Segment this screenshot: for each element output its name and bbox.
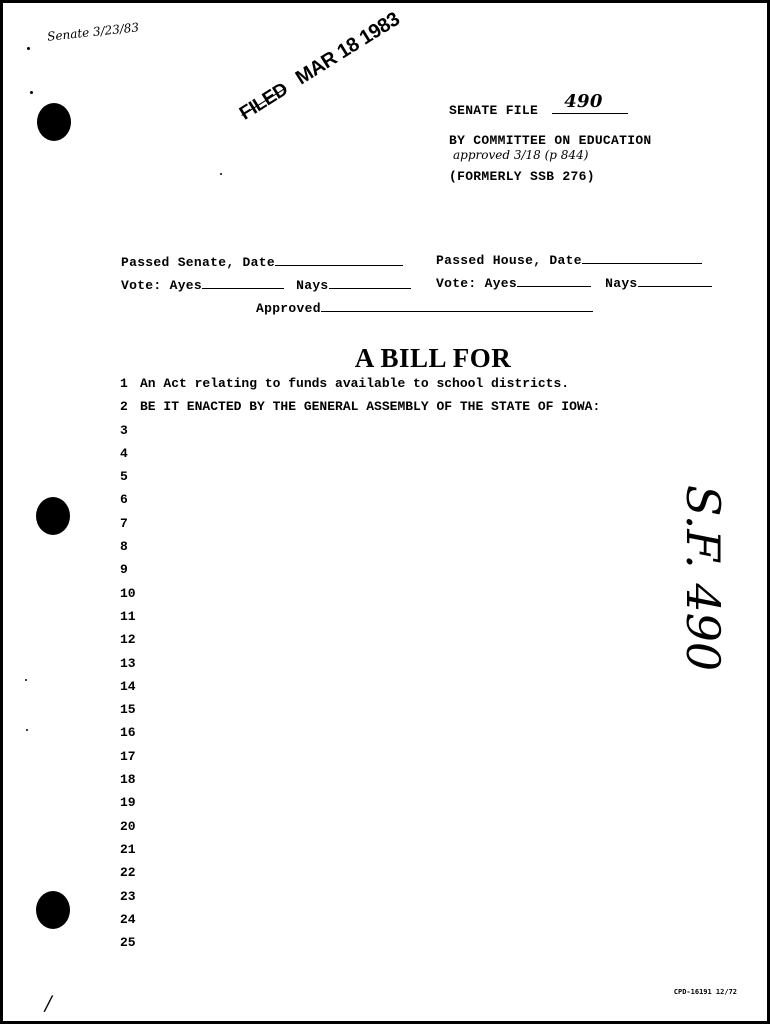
- line-text: BE IT ENACTED BY THE GENERAL ASSEMBLY OF THE STATE OF IOWA:: [140, 399, 601, 415]
- bill-line: [120, 795, 600, 818]
- senate-vote-field: [121, 278, 411, 293]
- line-number: 4: [120, 445, 128, 461]
- line-number: 2: [120, 399, 128, 415]
- line-number: 13: [120, 655, 136, 671]
- bill-line: [120, 469, 600, 492]
- line-number: 5: [120, 469, 128, 485]
- bill-title-text: A BILL FOR: [354, 343, 512, 373]
- bill-line: [120, 842, 600, 865]
- house-ayes-label: Vote: Ayes: [436, 276, 518, 291]
- line-number: 9: [120, 562, 128, 578]
- passed-house-field: [436, 253, 702, 268]
- bill-line: [120, 446, 600, 469]
- line-number: 1: [120, 376, 128, 391]
- line-number: 22: [120, 865, 136, 881]
- bill-line: [120, 399, 600, 422]
- line-number: 21: [120, 841, 136, 857]
- line-number: 7: [120, 515, 128, 531]
- senate-file-number: 490: [564, 91, 603, 112]
- passed-senate-field: [121, 255, 403, 270]
- line-number: 16: [120, 725, 136, 741]
- line-number: 11: [120, 608, 136, 624]
- bill-line: [120, 632, 600, 655]
- approved-field: [256, 301, 593, 316]
- passed-house-label: Passed House, Date: [436, 253, 582, 268]
- formerly-line: (FORMERLY SSB 276): [449, 169, 595, 184]
- bill-line: [120, 376, 600, 399]
- line-number: 23: [120, 888, 136, 904]
- margin-sf-number: S.F. 490: [676, 484, 730, 672]
- house-vote-field: [436, 276, 712, 291]
- line-number: 24: [120, 911, 136, 927]
- line-number: 17: [120, 748, 136, 764]
- line-number: 18: [120, 772, 136, 788]
- bill-line: [120, 679, 600, 702]
- bottom-left-mark: ∕: [45, 991, 52, 1015]
- senate-ayes-label: Vote: Ayes: [121, 278, 203, 293]
- bill-line: [120, 912, 600, 935]
- house-nays-label: Nays: [605, 276, 638, 291]
- form-code: CPD-16191 12/72: [673, 988, 737, 996]
- handwritten-note: Senate 3/23/83: [46, 20, 140, 44]
- line-number: 10: [120, 585, 136, 601]
- senate-file-line: [449, 91, 628, 118]
- line-number: 3: [120, 422, 128, 438]
- line-number: 15: [120, 702, 136, 718]
- line-number: 19: [120, 795, 136, 811]
- bill-line: [120, 865, 600, 888]
- speck: [27, 47, 30, 50]
- line-number: 20: [120, 818, 136, 834]
- senate-file-label: SENATE FILE: [449, 103, 539, 118]
- stamp-date: MAR 18 1983: [291, 8, 404, 90]
- bill-line: [120, 935, 600, 958]
- approved-handwritten-note: approved 3/18 (p 844): [453, 148, 589, 162]
- line-text: An Act relating to funds available to school districts.: [140, 376, 570, 391]
- bill-line: [120, 609, 600, 632]
- passed-senate-label: Passed Senate, Date: [121, 255, 275, 270]
- bill-line: [120, 656, 600, 679]
- speck: [26, 729, 28, 731]
- bill-line: [120, 889, 600, 912]
- speck: [25, 679, 27, 681]
- stamp-filed-text: FILED: [236, 78, 292, 125]
- line-number: 25: [120, 935, 136, 951]
- bill-line: [120, 725, 600, 748]
- bill-lines: [120, 376, 600, 958]
- bill-line: [120, 819, 600, 842]
- bill-line: [120, 492, 600, 515]
- line-number: 14: [120, 678, 136, 694]
- bill-line: [120, 562, 600, 585]
- punch-hole-bottom: [36, 891, 70, 929]
- line-number: 12: [120, 632, 136, 648]
- line-number: 6: [120, 492, 128, 508]
- committee-line: BY COMMITTEE ON EDUCATION: [449, 133, 652, 148]
- bill-line: [120, 702, 600, 725]
- approved-label: Approved: [256, 301, 321, 316]
- bill-line: [120, 516, 600, 539]
- punch-hole-top: [37, 103, 71, 141]
- punch-hole-middle: [36, 497, 70, 535]
- filed-stamp: [235, 7, 404, 125]
- speck: [30, 91, 33, 94]
- bill-line: [120, 423, 600, 446]
- senate-nays-label: Nays: [296, 278, 329, 293]
- bill-line: [120, 749, 600, 772]
- bill-line: [120, 539, 600, 562]
- line-number: 8: [120, 539, 128, 555]
- bill-line: [120, 586, 600, 609]
- speck: [220, 173, 222, 175]
- bill-title: [3, 343, 767, 374]
- bill-line: [120, 772, 600, 795]
